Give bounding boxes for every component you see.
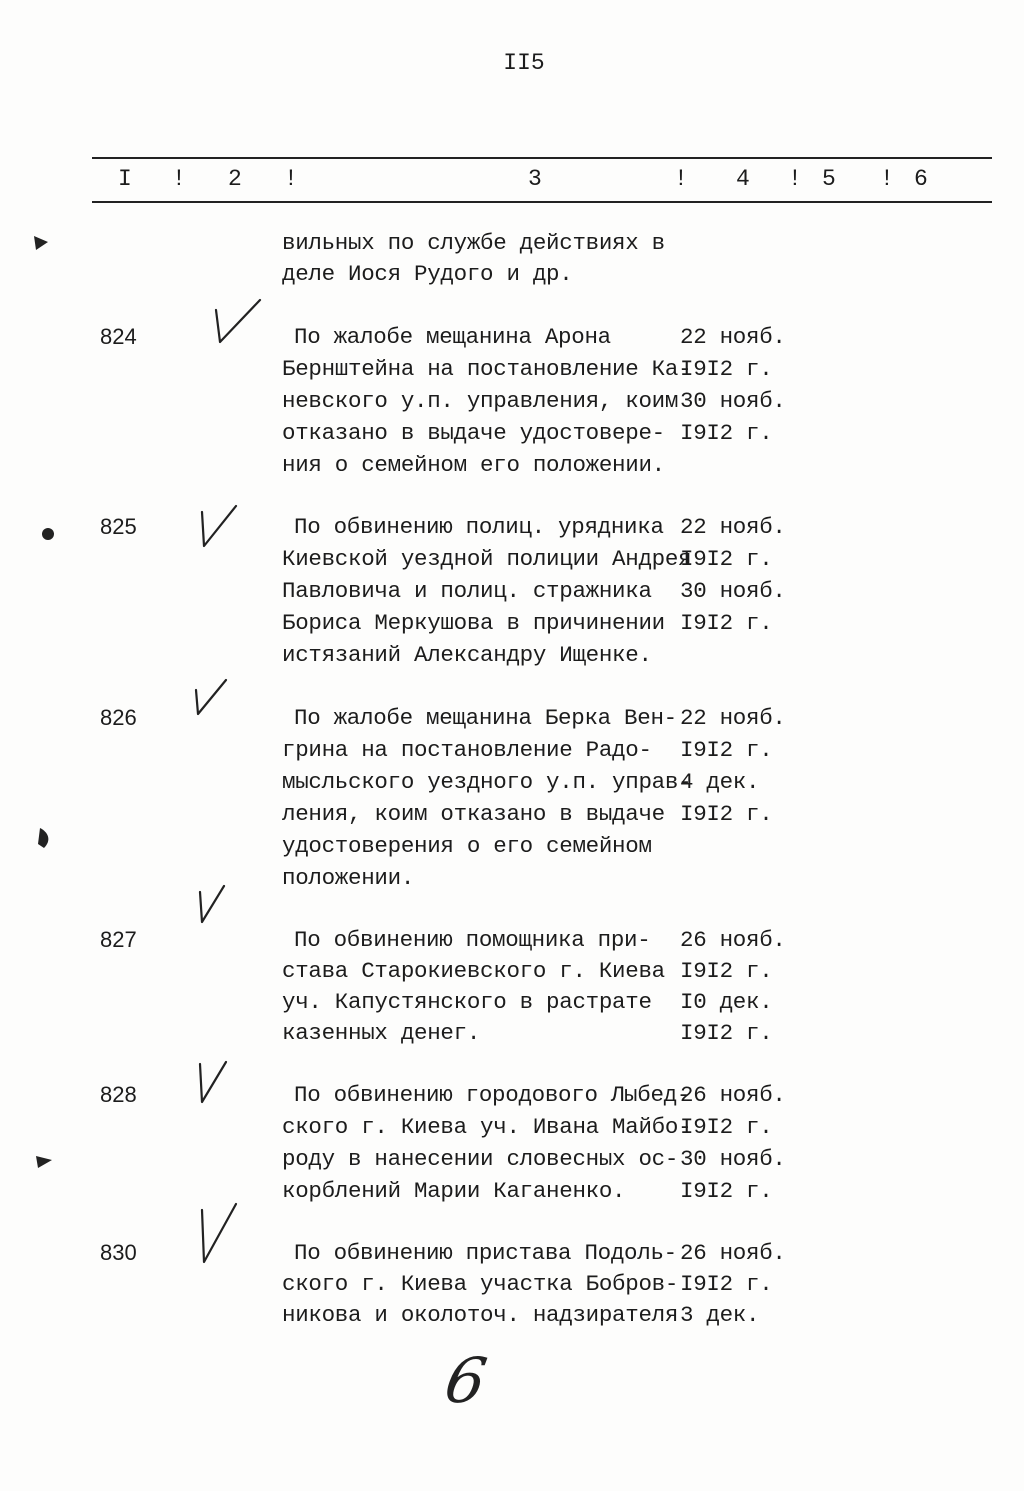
hole-punch-mark-icon — [34, 1150, 56, 1172]
checkmark-icon — [208, 296, 266, 352]
entry-date-line: I9I2 г. — [680, 546, 773, 572]
table-top-rule — [92, 157, 992, 159]
entry-text-line: Павловича и полиц. стражника — [282, 578, 652, 604]
entry-date-line: 26 нояб. — [680, 1082, 786, 1108]
checkmark-icon — [196, 500, 242, 552]
entry-date-line: 30 нояб. — [680, 578, 786, 604]
checkmark-icon — [194, 882, 228, 926]
column-header-2: 2 — [228, 166, 242, 192]
entry-text-line: става Старокиевского г. Киева — [282, 958, 665, 984]
entry-text-line: невского у.п. управления, коим — [282, 388, 679, 414]
entry-text-line: никова и околоточ. надзирателя — [282, 1302, 679, 1328]
entry-text-line: Бернштейна на постановление Ка- — [282, 356, 692, 382]
entry-number: 827 — [100, 927, 137, 952]
hole-punch-mark-icon — [38, 522, 58, 544]
column-header-1: I — [118, 166, 132, 192]
column-header-5: 5 — [822, 166, 836, 192]
column-separator: ! — [788, 166, 802, 192]
entry-text-line: ния о семейном его положении. — [282, 452, 665, 478]
column-separator: ! — [674, 166, 688, 192]
entry-date-line: I9I2 г. — [680, 420, 773, 446]
entry-number: 830 — [100, 1240, 137, 1265]
page-number: II5 — [503, 50, 545, 76]
entry-date-line: I9I2 г. — [680, 737, 773, 763]
entry-date-line: I0 дек. — [680, 989, 773, 1015]
entry-date-line: I9I2 г. — [680, 1178, 773, 1204]
checkmark-icon — [194, 1056, 230, 1106]
entry-text-line: Киевской уездной полиции Андрея — [282, 546, 692, 572]
continuation-text-line: деле Иося Рудого и др. — [282, 261, 573, 287]
entry-date-line: 3 дек. — [680, 1302, 760, 1328]
entry-number: 826 — [100, 705, 137, 730]
entry-text-line: отказано в выдаче удостовере- — [282, 420, 665, 446]
entry-text-line: роду в нанесении словесных ос- — [282, 1146, 679, 1172]
entry-text-line: По обвинению полиц. урядника — [294, 514, 664, 540]
entry-date-line: 26 нояб. — [680, 1240, 786, 1266]
handwritten-sheet-number: 6 — [439, 1344, 492, 1417]
entry-text-line: уч. Капустянского в растрате — [282, 989, 652, 1015]
entry-date-line: I9I2 г. — [680, 801, 773, 827]
entry-number: 824 — [100, 324, 137, 349]
entry-text-line: По обвинению помощника при- — [294, 927, 651, 953]
entry-text-line: ского г. Киева участка Бобров- — [282, 1271, 679, 1297]
checkmark-icon — [194, 1200, 240, 1266]
entry-text-line: ского г. Киева уч. Ивана Майбо- — [282, 1114, 692, 1140]
entry-text-line: мысльского уездного у.п. управ- — [282, 769, 692, 795]
entry-number: 828 — [100, 1082, 137, 1107]
column-header-6: 6 — [914, 166, 928, 192]
column-separator: ! — [880, 166, 894, 192]
entry-text-line: казенных денег. — [282, 1020, 481, 1046]
entry-date-line: I9I2 г. — [680, 610, 773, 636]
entry-text-line: положении. — [282, 865, 415, 891]
entry-number: 825 — [100, 514, 137, 539]
entry-date-line: I9I2 г. — [680, 356, 773, 382]
table-header-rule — [92, 201, 992, 203]
entry-date-line: I9I2 г. — [680, 1020, 773, 1046]
entry-text-line: Бориса Меркушова в причинении — [282, 610, 665, 636]
column-header-4: 4 — [736, 166, 750, 192]
entry-date-line: I9I2 г. — [680, 958, 773, 984]
entry-date-line: 4 дек. — [680, 769, 760, 795]
checkmark-icon — [188, 676, 232, 718]
entry-text-line: По обвинению городового Лыбед- — [294, 1082, 691, 1108]
entry-text-line: ления, коим отказано в выдаче — [282, 801, 665, 827]
hole-punch-mark-icon — [34, 824, 56, 852]
entry-date-line: 30 нояб. — [680, 1146, 786, 1172]
entry-text-line: По жалобе мещанина Берка Вен- — [294, 705, 677, 731]
entry-text-line: истязаний Александру Ищенке. — [282, 642, 652, 668]
column-separator: ! — [172, 166, 186, 192]
column-header-3: 3 — [528, 166, 542, 192]
entry-date-line: 22 нояб. — [680, 705, 786, 731]
entry-text-line: грина на постановление Радо- — [282, 737, 652, 763]
entry-text-line: По жалобе мещанина Арона — [294, 324, 611, 350]
entry-date-line: 22 нояб. — [680, 324, 786, 350]
entry-text-line: удостоверения о его семейном — [282, 833, 652, 859]
entry-date-line: 30 нояб. — [680, 388, 786, 414]
hole-punch-mark-icon — [32, 232, 52, 254]
entry-text-line: По обвинению пристава Подоль- — [294, 1240, 677, 1266]
entry-text-line: корблений Марии Каганенко. — [282, 1178, 626, 1204]
entry-date-line: I9I2 г. — [680, 1271, 773, 1297]
column-separator: ! — [284, 166, 298, 192]
entry-date-line: 26 нояб. — [680, 927, 786, 953]
continuation-text-line: вильных по службе действиях в — [282, 230, 665, 256]
entry-date-line: 22 нояб. — [680, 514, 786, 540]
entry-date-line: I9I2 г. — [680, 1114, 773, 1140]
